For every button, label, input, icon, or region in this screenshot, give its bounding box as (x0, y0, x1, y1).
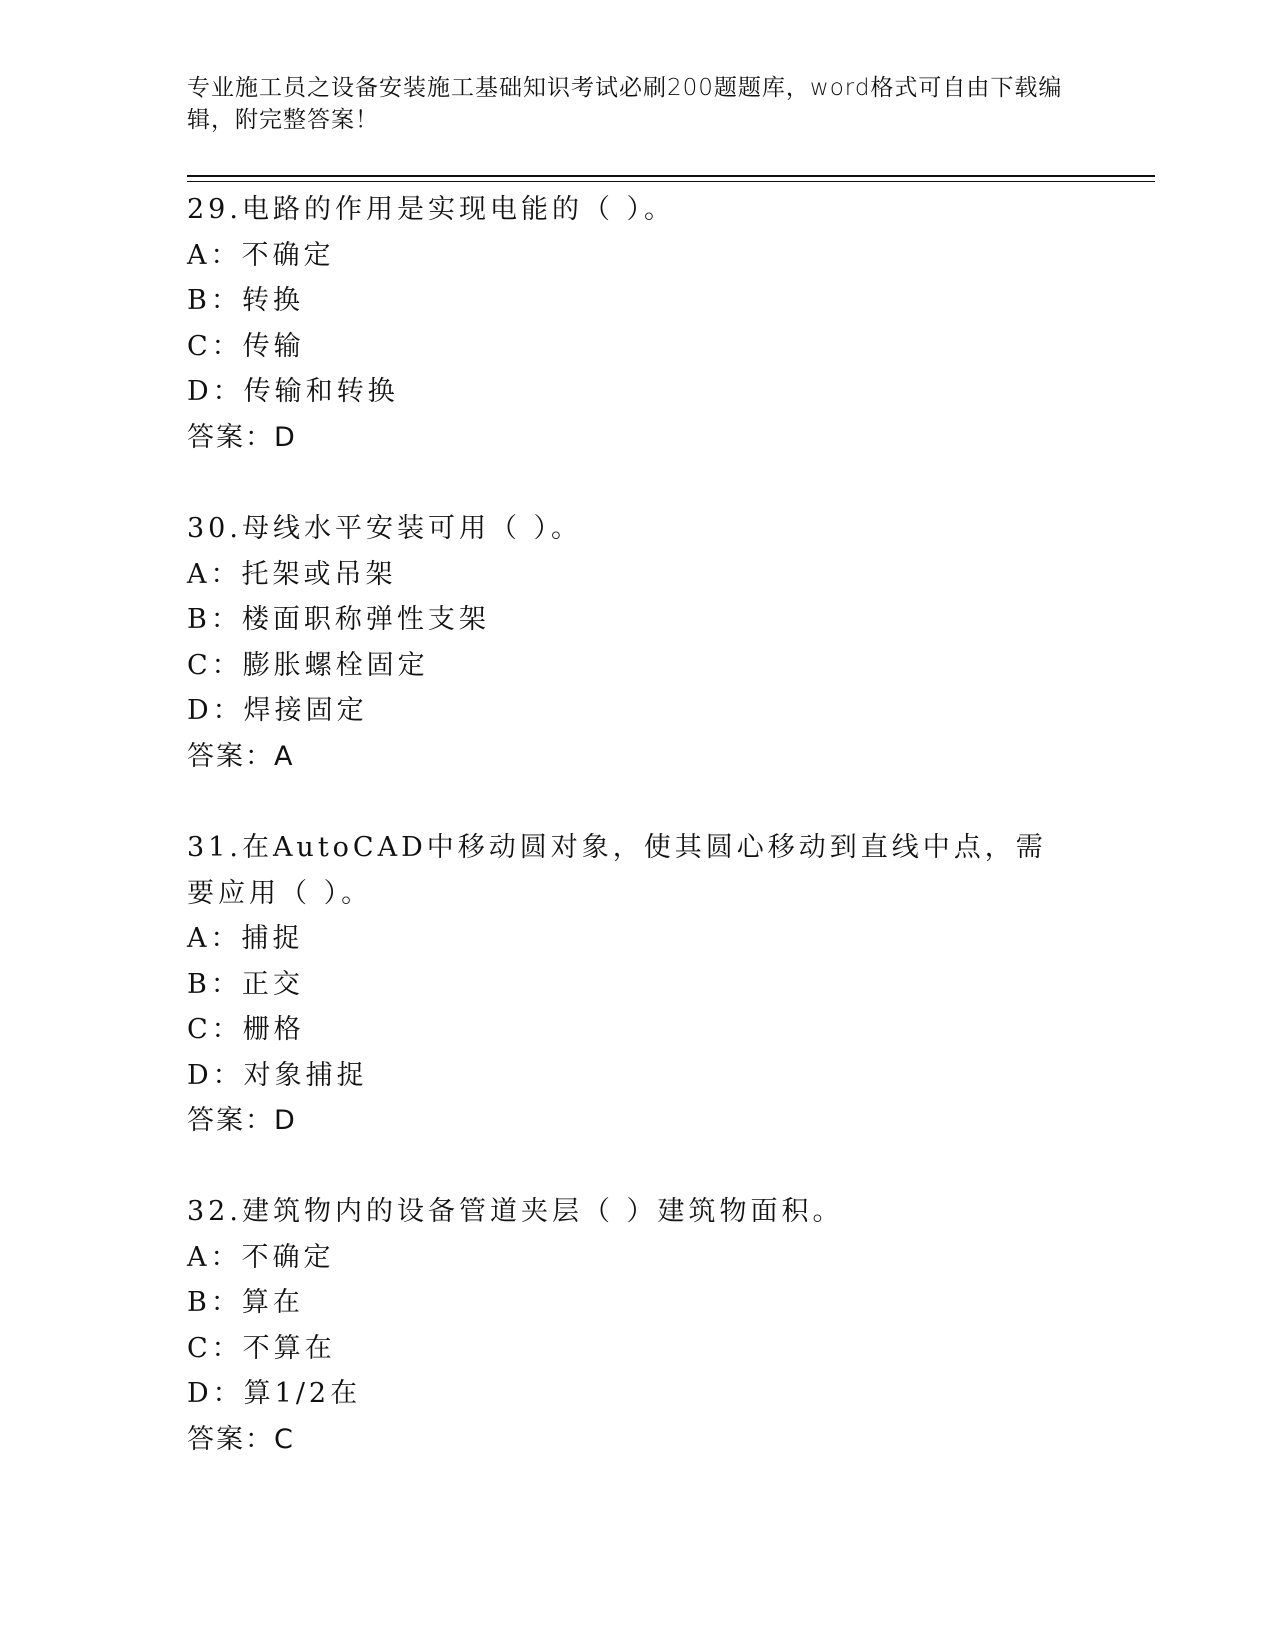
option-d: D：算1/2在 (187, 1378, 362, 1409)
option-c: C：不算在 (187, 1332, 336, 1364)
question-text: 29.电路的作用是实现电能的（ ）。 (187, 194, 676, 225)
option-a: A：捕捉 (187, 923, 304, 954)
option-b: B：正交 (187, 968, 304, 1000)
header-divider-thick (187, 175, 1155, 177)
question-block (187, 187, 1087, 460)
option-d: D：焊接固定 (187, 695, 368, 726)
question-block (187, 825, 1087, 1144)
option-b: B：算在 (187, 1287, 304, 1318)
option-b: B：转换 (187, 285, 304, 316)
option-a: A：托架或吊架 (187, 558, 397, 590)
answer-line: 答案：D (187, 1105, 297, 1136)
option-c: C：栅格 (187, 1014, 305, 1045)
question-text: 32.建筑物内的设备管道夹层（ ）建筑物面积。 (187, 1196, 844, 1227)
answer-line: 答案：D (187, 421, 297, 453)
document-header: 专业施工员之设备安装施工基础知识考试必刷200题题库，word格式可自由下载编辑，附完整答案！ (187, 75, 1063, 133)
option-c: C：膨胀螺栓固定 (187, 649, 429, 681)
question-text: 30.母线水平安装可用（ ）。 (187, 513, 583, 544)
answer-line: 答案：A (187, 740, 295, 772)
question-text: 31.在AutoCAD中移动圆对象，使其圆心移动到直线中点，需要应用（ ）。 (187, 832, 1047, 909)
option-a: A：不确定 (187, 1241, 335, 1273)
option-d: D：对象捕捉 (187, 1059, 368, 1091)
option-b: B：楼面职称弹性支架 (187, 604, 490, 635)
option-c: C：传输 (187, 330, 305, 362)
question-block (187, 506, 1087, 779)
option-d: D：传输和转换 (187, 376, 399, 407)
option-a: A：不确定 (187, 239, 335, 271)
answer-line: 答案：C (187, 1423, 295, 1455)
header-divider-thin (187, 181, 1155, 182)
question-block (187, 1189, 1087, 1462)
